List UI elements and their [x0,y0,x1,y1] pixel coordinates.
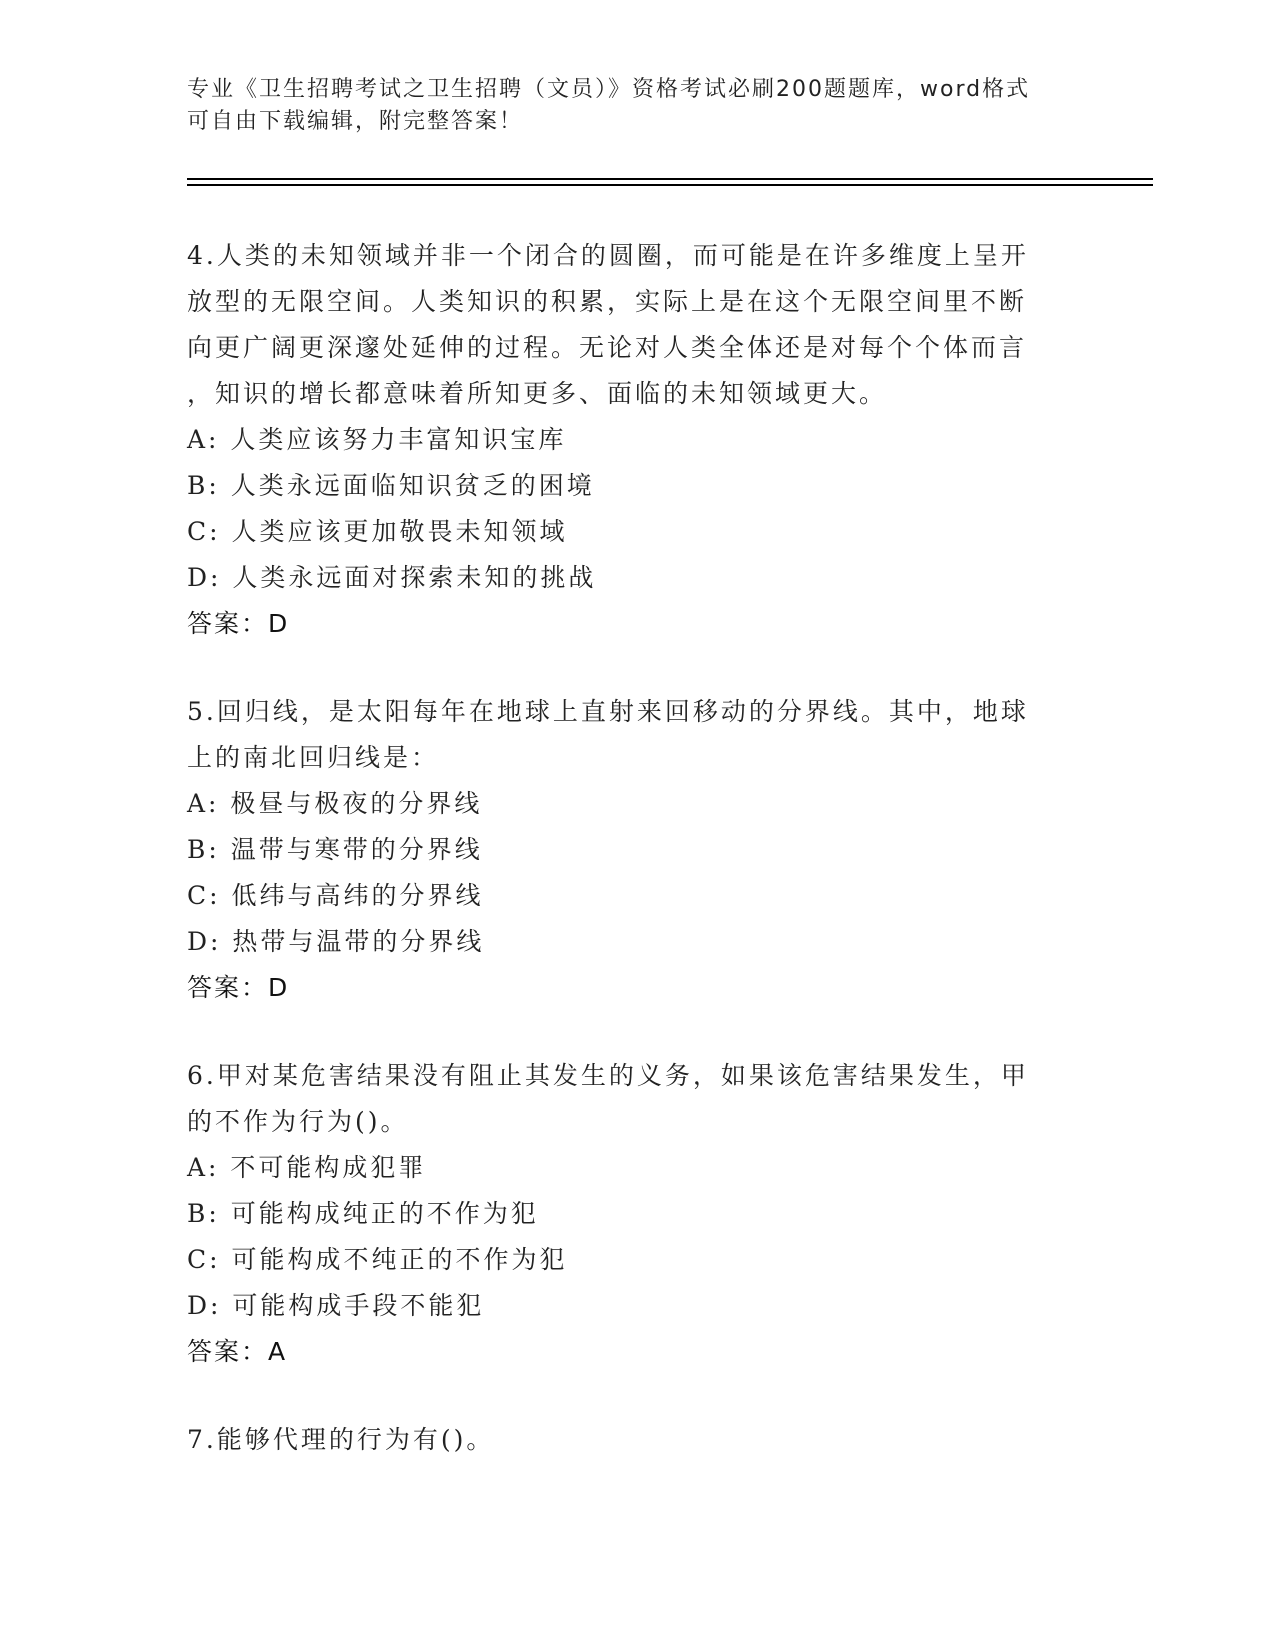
question-stem-line: 的不作为行为()。 [187,1107,409,1136]
question-stem-line: 6.甲对某危害结果没有阻止其发生的义务，如果该危害结果发生，甲 [187,1061,1029,1090]
question-stem-line: 放型的无限空间。人类知识的积累，实际上是在这个无限空间里不断 [187,287,1028,316]
question-stem-line: 5.回归线，是太阳每年在地球上直射来回移动的分界线。其中，地球 [187,697,1029,726]
header-divider-top [187,178,1153,180]
header-title-line-2: 可自由下载编辑，附完整答案！ [187,109,524,134]
question-4 [187,233,1087,647]
answer-label: 答案：A [187,1337,288,1366]
answer-label: 答案：D [187,973,290,1002]
option-c: C: 人类应该更加敬畏未知领域 [187,517,568,546]
question-stem-line: 7.能够代理的行为有()。 [187,1425,495,1454]
header-title-line-1: 专业《卫生招聘考试之卫生招聘（文员）》资格考试必刷200题题库，word格式 [187,77,1031,102]
option-a: A: 极昼与极夜的分界线 [187,789,483,818]
option-c: C: 低纬与高纬的分界线 [187,881,484,910]
option-b: B: 温带与寒带的分界线 [187,835,483,864]
question-stem-line: 4.人类的未知领域并非一个闭合的圆圈，而可能是在许多维度上呈开 [187,241,1029,270]
question-7 [187,1417,1087,1463]
option-d: D: 热带与温带的分界线 [187,927,485,956]
option-d: D: 人类永远面对探索未知的挑战 [187,563,597,592]
option-b: B: 人类永远面临知识贫乏的困境 [187,471,595,500]
question-stem-line: ，知识的增长都意味着所知更多、面临的未知领域更大。 [187,379,888,408]
option-a: A: 人类应该努力丰富知识宝库 [187,425,567,454]
question-stem-line: 向更广阔更深邃处延伸的过程。无论对人类全体还是对每个个体而言 [187,333,1028,362]
option-d: D: 可能构成手段不能犯 [187,1291,485,1320]
option-a: A: 不可能构成犯罪 [187,1153,427,1182]
question-stem-line: 上的南北回归线是： [187,743,440,772]
question-5 [187,689,1087,1011]
answer-label: 答案：D [187,609,290,638]
option-c: C: 可能构成不纯正的不作为犯 [187,1245,568,1274]
option-b: B: 可能构成纯正的不作为犯 [187,1199,539,1228]
question-6 [187,1053,1087,1375]
header-divider-bottom [187,184,1153,186]
document-header [187,74,1067,138]
